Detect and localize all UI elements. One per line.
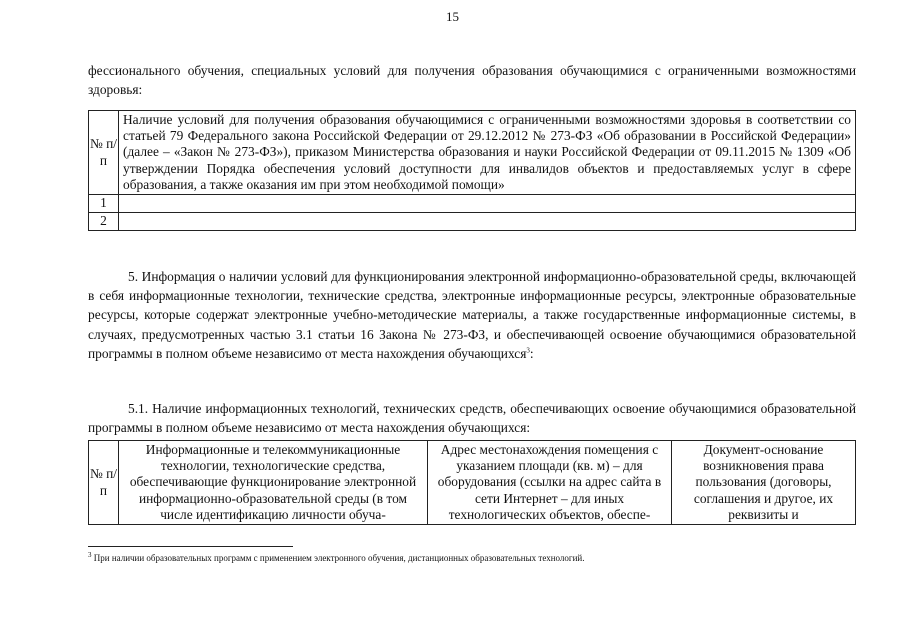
section-5-1-paragraph: 5.1. Наличие информационных технологий, технических средств, обеспечивающих освоение обучающимися образовательной программы в полном объеме независимо от места нахождения обучающихся: <box>88 401 856 436</box>
table-row <box>89 213 856 231</box>
row-number: 1 <box>89 195 119 213</box>
section-5-text: 5. Информация о наличии условий для функционирования электронной информационно-образовательной среды, включающей в себя информационные технологии, технические средства, электронные информационные ресурсы, электронные образовательные ресурсы, которые содержат электронные учебно-методические материалы, а также государственные информационные системы, в случаях, предусмотренных частью 3.1 статьи 16 Закона № 273-ФЗ, и обеспечивающей освоение обучающимися образовательной программы в полном объеме независимо от места нахождения обучающихся <box>88 269 856 361</box>
footnote <box>88 553 868 564</box>
conditions-column-header: Наличие условий для получения образования обучающимися с ограниченными возможностями здоровья в соответствии со статьей 79 Федерального закона Российской Федерации от 29.12.2012 № 273-ФЗ «Об образовании в Российской Федерации» (далее – «Закон № 273-ФЗ»), приказом Министерства образования и науки Российской Федерации от 09.11.2015 № 1309 «Об утверждении Порядка обеспечения условий доступности для инвалидов объектов и предоставляемых услуг в сфере образования, а также оказания им при этом необходимой помощи» <box>119 111 856 195</box>
accessibility-conditions-table <box>88 110 856 231</box>
row-number: 2 <box>89 213 119 231</box>
document-basis-column-header: Документ-основание возникновения права пользования (договоры, соглашения и другое, их реквизиты и <box>672 441 856 525</box>
information-technologies-table <box>88 440 856 525</box>
page-number: 15 <box>446 9 459 24</box>
intro-paragraph: фессионального обучения, специальных условий для получения образования обучающимися с ограниченными возможностями здоровья: <box>88 63 856 98</box>
section-5-end: : <box>529 345 534 361</box>
address-column-header: Адрес местонахождения помещения с указанием площади (кв. м) – для оборудования (ссылки на адрес сайта в сети Интернет – для иных технологических объектов, обеспе- <box>428 441 672 525</box>
technologies-column-header: Информационные и телекоммуникационные технологии, технологические средства, обеспечивающие функционирование электронной информационно-образовательной среды (в том числе идентификацию личности обуча- <box>119 441 428 525</box>
number-column-header: № п/п <box>89 441 119 525</box>
footnote-separator <box>88 546 293 547</box>
section-5-paragraph <box>88 267 856 363</box>
table-header-row <box>89 441 856 525</box>
footnote-reference: 3 <box>526 346 530 355</box>
table-row <box>89 195 856 213</box>
row-cell <box>119 213 856 231</box>
number-column-header: № п/п <box>89 111 119 195</box>
row-cell <box>119 195 856 213</box>
footnote-text: При наличии образовательных программ с применением электронного обучения, дистанционных образовательных технологий. <box>91 553 585 563</box>
table-header-row <box>89 111 856 195</box>
footnote-mark: 3 <box>88 551 92 559</box>
